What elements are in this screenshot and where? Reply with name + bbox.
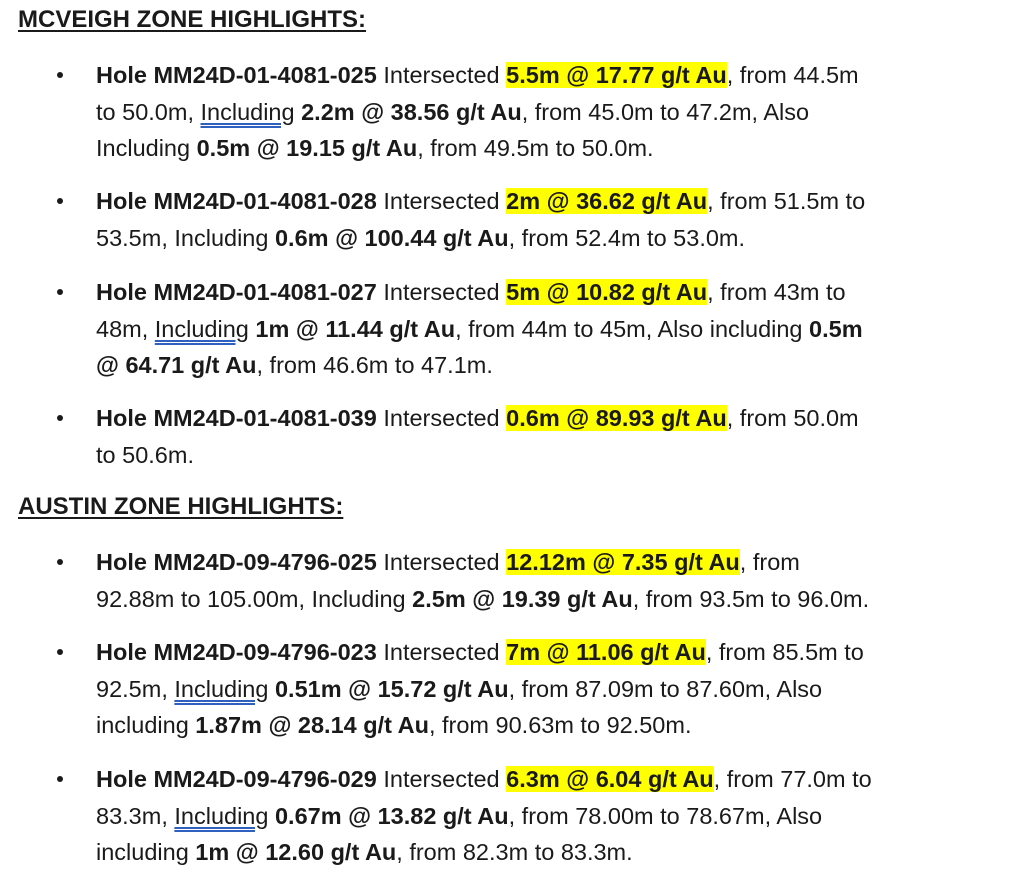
text-line [96, 347, 1016, 384]
text: , from 85.5m to [705, 639, 864, 665]
highlighted-result: 6.3m @ 6.04 g/t Au [506, 766, 714, 792]
text: , from 82.3m to 83.3m. [396, 839, 633, 866]
text-line [96, 798, 1016, 835]
bold-text: 0.67m @ 13.82 g/t Au [274, 802, 509, 829]
text: , from 87.09m to 87.60m, Also [508, 675, 823, 702]
text: , from 77.0m to [713, 766, 872, 792]
text-line [96, 94, 1016, 131]
text: , from [739, 549, 800, 575]
bullet-icon [57, 415, 63, 421]
text-line [96, 707, 1016, 744]
bold-text: Hole MM24D-01-4081-039 [96, 405, 377, 431]
text: to 50.6m. [96, 441, 194, 468]
list-item [96, 274, 1016, 384]
text: , from 93.5m to 96.0m. [632, 585, 870, 612]
list-item [96, 183, 1016, 256]
text: Including [96, 135, 197, 162]
underlined-text: Including [200, 98, 295, 125]
text-line [96, 311, 1016, 348]
text: , from 44m to 45m, Also including [455, 315, 810, 342]
text-line [96, 220, 1016, 257]
list-item [96, 634, 1016, 744]
text-line [96, 671, 1016, 708]
text: , from 43m to [707, 279, 846, 305]
text: to 50.0m, [96, 98, 201, 125]
text: including [96, 839, 196, 866]
underlined-text: Including [174, 675, 269, 702]
bullet-icon [57, 198, 63, 204]
bold-text: 1.87m @ 28.14 g/t Au [195, 712, 429, 739]
text-line [96, 581, 1016, 618]
list-item [96, 400, 1016, 473]
bold-text: Hole MM24D-09-4796-023 [96, 639, 377, 665]
bold-text: Hole MM24D-09-4796-029 [96, 766, 377, 792]
text-line [96, 761, 1016, 798]
text-line [96, 130, 1016, 167]
bold-text: Hole MM24D-01-4081-025 [96, 62, 377, 88]
bullet-icon [57, 776, 63, 782]
list-item [96, 544, 1016, 617]
text-line [96, 634, 1016, 671]
bold-text: 2.2m @ 38.56 g/t Au [301, 98, 522, 125]
underlined-text: Including [174, 802, 269, 829]
bold-text: 0.51m @ 15.72 g/t Au [274, 675, 509, 702]
text: , from 90.63m to 92.50m. [428, 712, 692, 739]
highlighted-result: 5.5m @ 17.77 g/t Au [506, 62, 727, 88]
text-line [96, 183, 1016, 220]
text: , from 44.5m [726, 62, 859, 88]
bold-text: 0.5m @ 19.15 g/t Au [196, 135, 418, 162]
bold-text: 0.6m @ 100.44 g/t Au [274, 224, 509, 251]
text: Intersected [376, 279, 507, 305]
text: Intersected [376, 62, 507, 88]
bold-text: Hole MM24D-01-4081-027 [96, 279, 377, 305]
list-item [96, 57, 1016, 167]
bold-text: Hole MM24D-01-4081-028 [96, 188, 377, 214]
text: , from 45.0m to 47.2m, Also [521, 98, 810, 125]
text: 92.5m, [96, 675, 175, 702]
text-line [96, 834, 1016, 871]
highlighted-result: 2m @ 36.62 g/t Au [506, 188, 708, 214]
austin-heading: AUSTIN ZONE HIGHLIGHTS: [18, 493, 344, 520]
text-line [96, 274, 1016, 311]
highlighted-result: 5m @ 10.82 g/t Au [506, 279, 708, 305]
text: 83.3m, [96, 802, 175, 829]
text: Intersected [376, 639, 507, 665]
text: , from 49.5m to 50.0m. [417, 135, 654, 162]
bold-text: 1m @ 11.44 g/t Au [255, 315, 456, 342]
list-item [96, 761, 1016, 871]
text-line [96, 544, 1016, 581]
bullet-icon [57, 559, 63, 565]
underlined-text: Including [154, 315, 249, 342]
text: , from 50.0m [726, 405, 859, 431]
text: , from 46.6m to 47.1m. [256, 352, 493, 379]
bullet-icon [57, 649, 63, 655]
text: , from 52.4m to 53.0m. [508, 224, 746, 251]
text: 53.5m, Including [96, 224, 275, 251]
text: Intersected [376, 549, 507, 575]
text: including [96, 712, 196, 739]
bold-text: 0.5m [809, 315, 863, 342]
text: Intersected [376, 405, 507, 431]
highlighted-result: 0.6m @ 89.93 g/t Au [506, 405, 727, 431]
bullet-icon [57, 289, 63, 295]
bullet-icon [57, 72, 63, 78]
text: 92.88m to 105.00m, Including [96, 585, 413, 612]
highlighted-result: 7m @ 11.06 g/t Au [506, 639, 706, 665]
mcveigh-heading: MCVEIGH ZONE HIGHLIGHTS: [18, 6, 366, 33]
text: Intersected [376, 766, 507, 792]
text: , from 51.5m to [707, 188, 866, 214]
text-line [96, 57, 1016, 94]
text-line [96, 437, 1016, 474]
bold-text: @ 64.71 g/t Au [96, 352, 257, 379]
bold-text: 2.5m @ 19.39 g/t Au [412, 585, 633, 612]
text-line [96, 400, 1016, 437]
bold-text: Hole MM24D-09-4796-025 [96, 549, 377, 575]
text: , from 78.00m to 78.67m, Also [508, 802, 823, 829]
highlighted-result: 12.12m @ 7.35 g/t Au [506, 549, 740, 575]
text: Intersected [376, 188, 507, 214]
text: 48m, [96, 315, 155, 342]
bold-text: 1m @ 12.60 g/t Au [195, 839, 397, 866]
